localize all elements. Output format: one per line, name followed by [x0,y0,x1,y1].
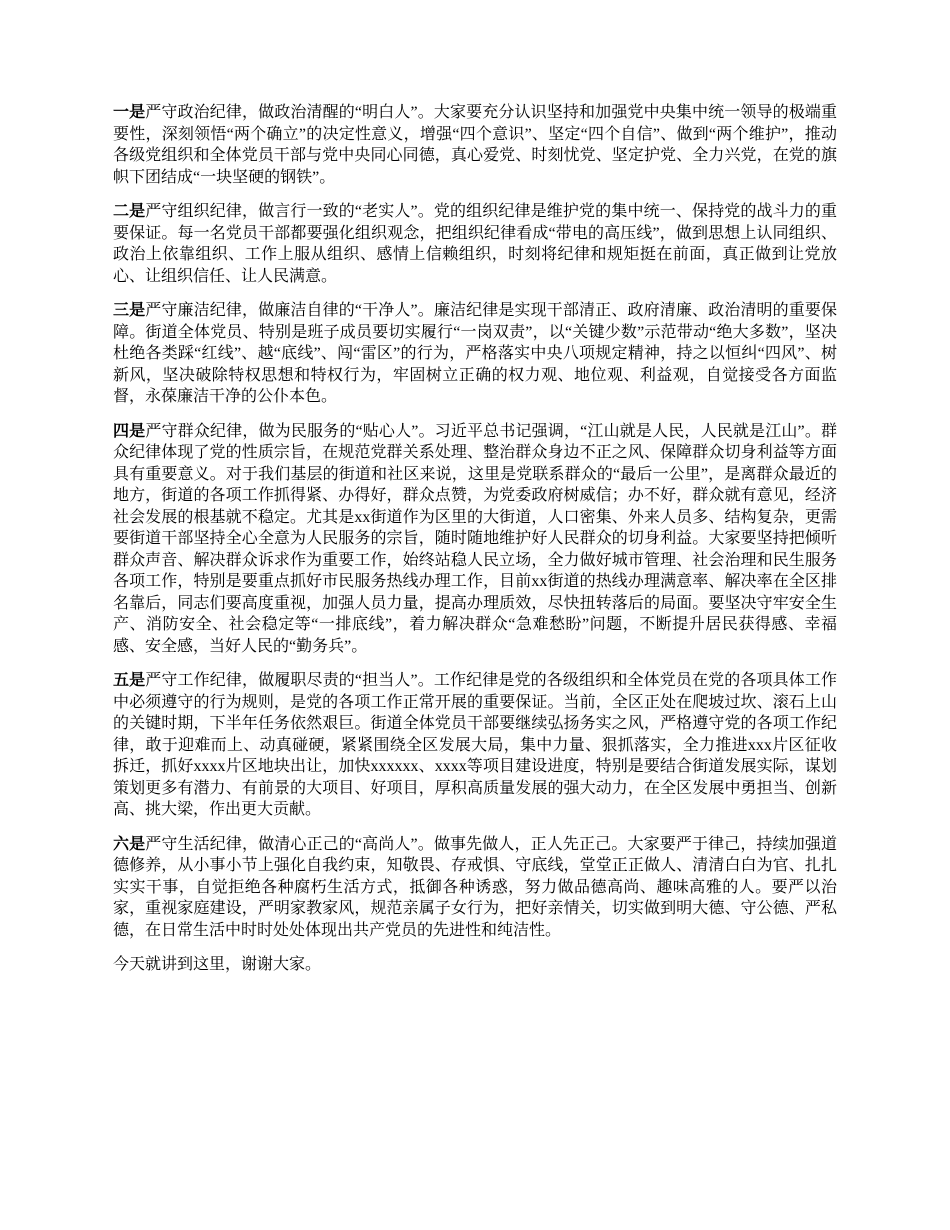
paragraph-1 [113,102,837,188]
paragraph-closing-text: 今天就讲到这里，谢谢大家。 [113,956,322,973]
paragraph-5-text: 严守工作纪律，做履职尽责的“担当人”。工作纪律是党的各级组织和全体党员在党的各项具体工作中必须遵守的行为规则，是党的各项工作正常开展的重要保证。当前，全区正处在爬坡过坎、滚石上山的关键时期，下半年任务依然艰巨。街道全体党员干部要继续弘扬务实之风，严格遵守党的各项工作纪律，敢于迎难而上、动真碰硬，紧紧围绕全区发展大局，集中力量、狠抓落实，全力推进xxx片区征收拆迁，抓好xxxx片区地块出让，加快xxxxxx、xxxx等项目建设进度，特别是要结合街道发展实际，谋划策划更多有潜力、有前景的大项目、好项目，厚积高质量发展的强大动力，在全区发展中勇担当、创新高、挑大梁，作出更大贡献。 [113,672,837,818]
paragraph-3 [113,300,837,408]
paragraph-4-lead: 四是 [113,422,146,440]
paragraph-4-text: 严守群众纪律，做为民服务的“贴心人”。习近平总书记强调，“江山就是人民，人民就是江山”。群众纪律体现了党的性质宗旨，在规范党群关系处理、整治群众身边不正之风、保障群众切身利益等方面具有重要意义。对于我们基层的街道和社区来说，这里是党联系群众的“最后一公里”，是离群众最近的地方，街道的各项工作抓得紧、办得好，群众点赞，为党委政府树威信；办不好，群众就有意见，经济社会发展的根基就不稳定。尤其是xx街道作为区里的大街道，人口密集、外来人员多、结构复杂，更需要街道干部坚持全心全意为人民服务的宗旨，随时随地维护好人民群众的切身利益。大家要坚持把倾听群众声音、解决群众诉求作为重要工作，始终站稳人民立场，全力做好城市管理、社会治理和民生服务各项工作，特别是要重点抓好市民服务热线办理工作，目前xx街道的热线办理满意率、解决率在全区排名靠后，同志们要高度重视，加强人员力量，提高办理质效，尽快扭转落后的局面。要坚决守牢安全生产、消防安全、社会稳定等“一排底线”，着力解决群众“急难愁盼”问题，不断提升居民获得感、幸福感、安全感，当好人民的“勤务兵”。 [113,422,837,655]
paragraph-3-lead: 三是 [113,302,146,319]
paragraph-4 [113,421,837,658]
paragraph-1-lead: 一是 [113,104,146,121]
paragraph-2-text: 严守组织纪律，做言行一致的“老实人”。党的组织纪律是维护党的集中统一、保持党的战斗力的重要保证。每一名党员干部都要强化组织观念，把组织纪律看成“带电的高压线”，做到思想上认同组织、政治上依靠组织、工作上服从组织、感情上信赖组织，时刻将纪律和规矩挺在前面，真正做到让党放心、让组织信任、让人民满意。 [113,203,837,285]
document-body [113,102,837,989]
paragraph-2 [113,201,837,287]
paragraph-5 [113,670,837,821]
paragraph-6 [113,834,837,942]
paragraph-1-text: 严守政治纪律，做政治清醒的“明白人”。大家要充分认识坚持和加强党中央集中统一领导的极端重要性，深刻领悟“两个确立”的决定性意义，增强“四个意识”、坚定“四个自信”、做到“两个维护”，推动各级党组织和全体党员干部与党中央同心同德，真心爱党、时刻忧党、坚定护党、全力兴党，在党的旗帜下团结成“一块坚硬的钢铁”。 [113,104,837,186]
paragraph-3-text: 严守廉洁纪律，做廉洁自律的“干净人”。廉洁纪律是实现干部清正、政府清廉、政治清明的重要保障。街道全体党员、特别是班子成员要切实履行“一岗双责”，以“关键少数”示范带动“绝大多数”，坚决杜绝各类踩“红线”、越“底线”、闯“雷区”的行为，严格落实中央八项规定精神，持之以恒纠“四风”、树新风，坚决破除特权思想和特权行为，牢固树立正确的权力观、地位观、利益观，自觉接受各方面监督，永葆廉洁干净的公仆本色。 [113,302,837,405]
paragraph-closing [113,954,837,976]
paragraph-6-text: 严守生活纪律，做清心正己的“高尚人”。做事先做人，正人先正己。大家要严于律己，持续加强道德修养，从小事小节上强化自我约束，知敬畏、存戒惧、守底线，堂堂正正做人、清清白白为官、扎扎实实干事，自觉拒绝各种腐朽生活方式，抵御各种诱惑，努力做品德高尚、趣味高雅的人。要严以治家，重视家庭建设，严明家教家风，规范亲属子女行为，把好亲情关，切实做到明大德、守公德、严私德，在日常生活中时时处处体现出共产党员的先进性和纯洁性。 [113,835,837,939]
paragraph-5-lead: 五是 [113,672,146,689]
paragraph-6-lead: 六是 [113,835,146,853]
paragraph-2-lead: 二是 [113,203,146,220]
